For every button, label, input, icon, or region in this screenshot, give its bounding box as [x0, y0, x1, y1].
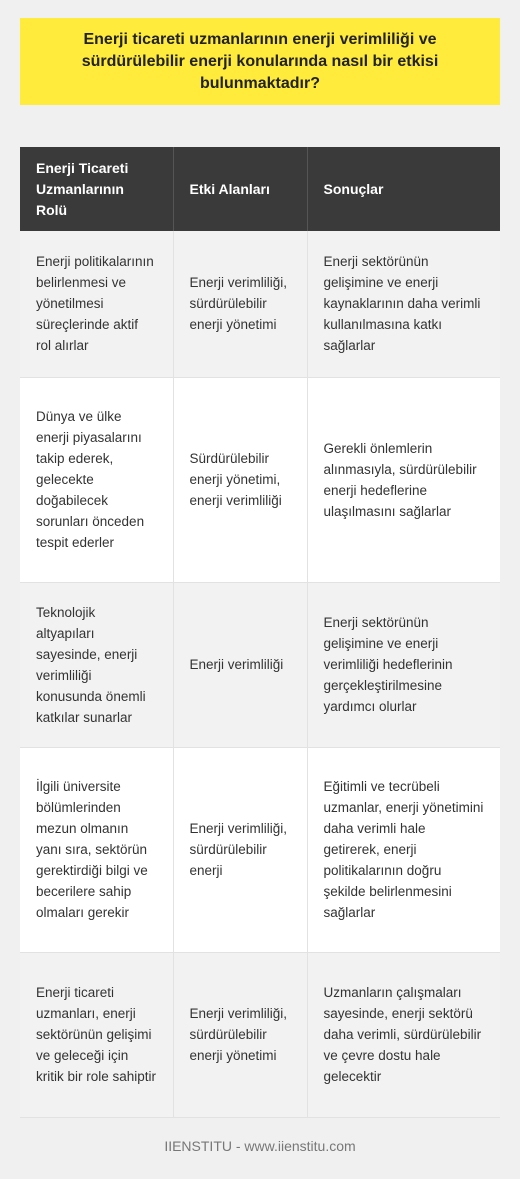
table-cell-role: Dünya ve ülke enerji piyasalarını takip ederek, gelecekte doğabilecek sorunları önceden tespit ederler: [20, 377, 173, 582]
column-header-impact-areas: Etki Alanları: [173, 147, 307, 231]
table-row: [20, 582, 500, 747]
table-row: [20, 952, 500, 1117]
title-banner: [20, 18, 500, 105]
table-cell-role: Teknolojik altyapıları sayesinde, enerji verimliliği konusunda önemli katkılar sunarlar: [20, 582, 173, 747]
column-header-role: Enerji Ticareti Uzmanlarının Rolü: [20, 147, 173, 231]
table-cell-role: İlgili üniversite bölümlerinden mezun olmanın yanı sıra, sektörün gerektirdiği bilgi ve becerilere sahip olmaları gerekir: [20, 747, 173, 952]
table-cell-result: Eğitimli ve tecrübeli uzmanlar, enerji yönetimini daha verimli hale getirerek, enerji politikalarının doğru şekilde belirlenmesini sağlarlar: [307, 747, 500, 952]
page-title: Enerji ticareti uzmanlarının enerji verimliliği ve sürdürülebilir enerji konularında nasıl bir etkisi bulunmaktadır?: [81, 30, 439, 92]
table-cell-role: Enerji ticareti uzmanları, enerji sektörünün gelişimi ve geleceği için kritik bir role sahiptir: [20, 952, 173, 1117]
table-cell-impact: Enerji verimliliği: [173, 582, 307, 747]
table-row: [20, 377, 500, 582]
table-cell-impact: Enerji verimliliği, sürdürülebilir enerji yönetimi: [173, 231, 307, 377]
table-row: [20, 747, 500, 952]
table-row: [20, 231, 500, 377]
table-cell-result: Gerekli önlemlerin alınmasıyla, sürdürülebilir enerji hedeflerine ulaşılmasını sağlarlar: [307, 377, 500, 582]
info-table: [20, 147, 500, 1118]
table-header-row: [20, 147, 500, 231]
table-cell-role: Enerji politikalarının belirlenmesi ve yönetilmesi süreçlerinde aktif rol alırlar: [20, 231, 173, 377]
column-header-results: Sonuçlar: [307, 147, 500, 231]
table-cell-result: Enerji sektörünün gelişimine ve enerji verimliliği hedeflerinin gerçekleştirilmesine yardımcı olurlar: [307, 582, 500, 747]
table-cell-impact: Enerji verimliliği, sürdürülebilir enerji yönetimi: [173, 952, 307, 1117]
table-cell-impact: Sürdürülebilir enerji yönetimi, enerji verimliliği: [173, 377, 307, 582]
table-cell-impact: Enerji verimliliği, sürdürülebilir enerji: [173, 747, 307, 952]
footer-credit: IIENSTITU - www.iienstitu.com: [164, 1138, 356, 1154]
table-cell-result: Uzmanların çalışmaları sayesinde, enerji sektörü daha verimli, sürdürülebilir ve çevre dostu hale gelecektir: [307, 952, 500, 1117]
table-cell-result: Enerji sektörünün gelişimine ve enerji kaynaklarının daha verimli kullanılmasına katkı sağlarlar: [307, 231, 500, 377]
